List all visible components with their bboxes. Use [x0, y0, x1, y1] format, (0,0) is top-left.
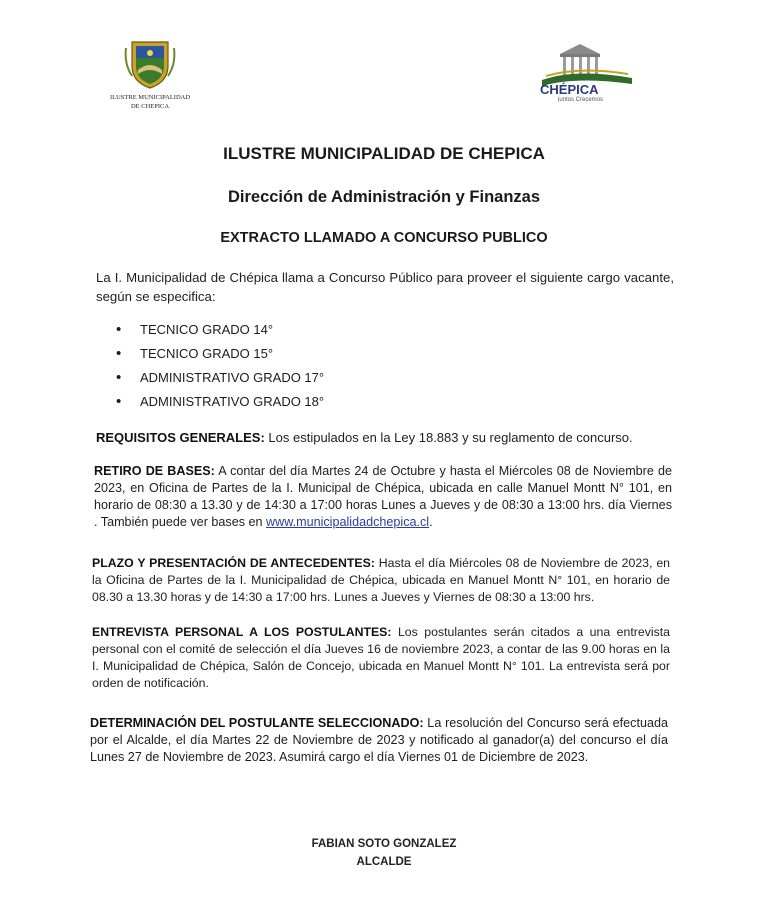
- list-item: • ADMINISTRATIVO GRADO 18°: [116, 390, 324, 414]
- entrevista-text: Los postulantes serán citados a una entrevista personal con el comité de selección el día Jueves 16 de noviembre 2023, a contar de las 9.00 horas en la I. Municipalidad de Chépica, Salón de Concejo, ubicada en Manuel Montt N° 101. La entrevista será por orden de notificación.: [92, 625, 670, 690]
- requisitos-section: [96, 429, 666, 446]
- plazo-section: [92, 555, 670, 606]
- retiro-text: A contar del día Martes 24 de Octubre y hasta el Miércoles 08 de Noviembre de 2023, en Oficina de Partes de la I. Municipal de Chépica, ubicada en calle Manuel Montt N° 101, en horario de 08:30 a 13.30 y de 14:30 a 17:00 horas Lunes a Jueves y de 08:30 a 13:00 hrs. día Viernes . También puede ver bases en: [94, 464, 672, 529]
- requisitos-text: Los estipulados en la Ley 18.883 y su reglamento de concurso.: [264, 430, 633, 445]
- bases-link[interactable]: www.municipalidadchepica.cl: [266, 515, 430, 529]
- plazo-text: Hasta el día Miércoles 08 de Noviembre de 2023, en la Oficina de Partes de la I. Municipalidad de Chépica, ubicada en Manuel Montt N° 101, en horario de 08.30 a 13.30 horas y de 14:30 a 17:00 hrs. Lunes a Jueves y Viernes de 08:30 a 13:00 hrs.: [92, 556, 670, 604]
- entrevista-section: [92, 624, 670, 692]
- left-logo-caption-2: DE CHEPICA: [130, 103, 170, 110]
- intro-paragraph: La I. Municipalidad de Chépica llama a Concurso Público para proveer el siguiente cargo vacante, según se especifica:: [96, 270, 674, 304]
- signer-title: ALCALDE: [356, 856, 412, 868]
- list-item: • TECNICO GRADO 15°: [116, 342, 324, 366]
- brand-tagline: juntos Crecemos: [558, 97, 604, 102]
- retiro-section: [94, 463, 672, 531]
- determinacion-label: DETERMINACIÓN DEL POSTULANTE SELECCIONADO:: [90, 716, 424, 730]
- retiro-end: .: [429, 515, 433, 529]
- brand-name: CHÉPICA: [540, 82, 599, 97]
- retiro-label: RETIRO DE BASES:: [94, 464, 215, 478]
- entrevista-label: ENTREVISTA PERSONAL A LOS POSTULANTES:: [92, 625, 392, 639]
- municipal-shield-logo: [108, 36, 192, 110]
- determinacion-text: La resolución del Concurso será efectuada por el Alcalde, el día Martes 22 de Noviembre de 2023 y notificado al ganador(a) del concurso el día Lunes 27 de Noviembre de 2023. Asumirá cargo el día Viernes 01 de Diciembre de 2023.: [90, 716, 668, 764]
- requisitos-label: REQUISITOS GENERALES:: [96, 430, 265, 445]
- main-title: ILUSTRE MUNICIPALIDAD DE CHEPICA: [223, 144, 545, 163]
- list-item: • TECNICO GRADO 14°: [116, 318, 324, 342]
- left-logo-caption-1: ILUSTRE MUNICIPALIDAD: [109, 94, 191, 101]
- list-item: • ADMINISTRATIVO GRADO 17°: [116, 366, 324, 390]
- cargos-list: [116, 318, 324, 414]
- signer-name: FABIAN SOTO GONZALEZ: [311, 838, 457, 850]
- subject-title: EXTRACTO LLAMADO A CONCURSO PUBLICO: [220, 230, 548, 246]
- department-title: Dirección de Administración y Finanzas: [227, 188, 541, 206]
- temple-logo-icon: [536, 40, 636, 102]
- shield-icon: [122, 36, 178, 92]
- chepica-brand-logo: [536, 40, 636, 102]
- plazo-label: PLAZO Y PRESENTACIÓN DE ANTECEDENTES:: [92, 556, 375, 570]
- determinacion-section: [90, 715, 668, 766]
